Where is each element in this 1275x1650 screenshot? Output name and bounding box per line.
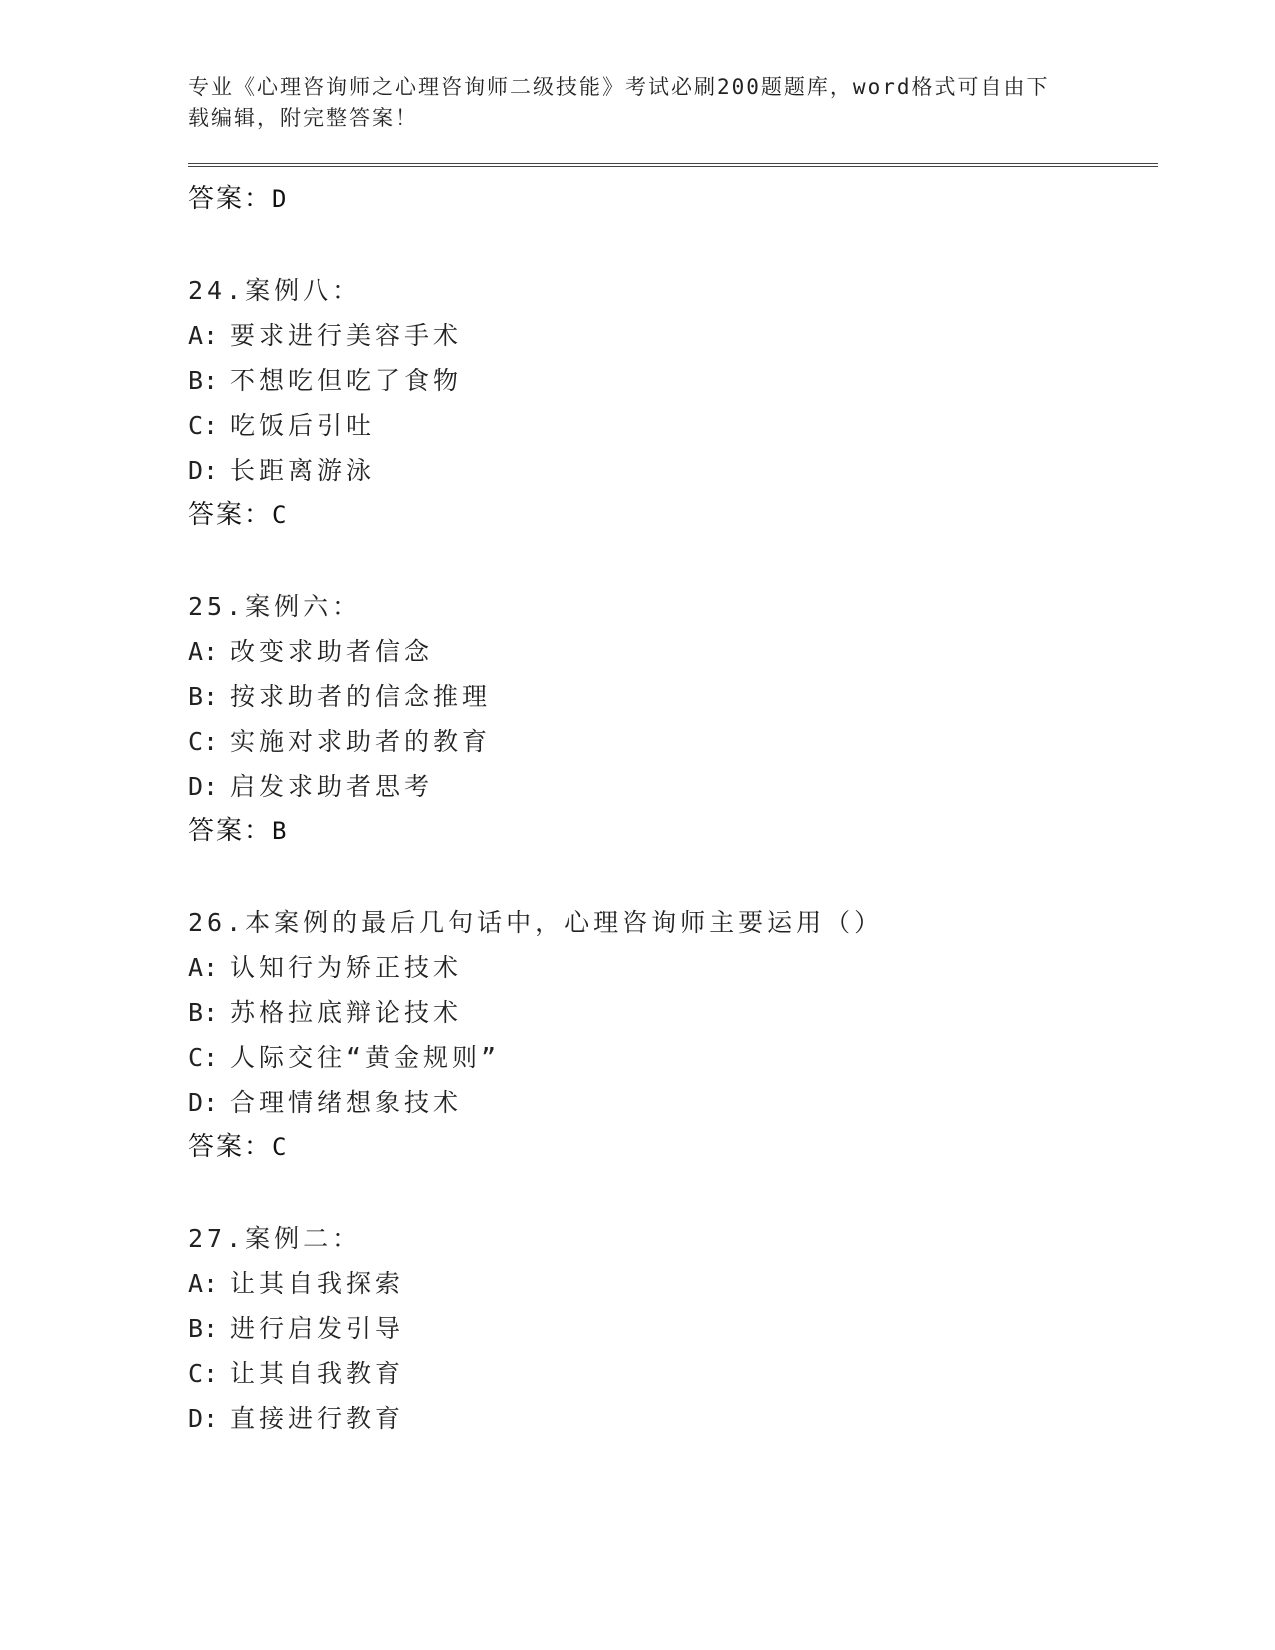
option-text: 人际交往“黄金规则” <box>230 1043 501 1072</box>
option-text: 吃饭后引吐 <box>230 411 376 440</box>
option-b <box>188 358 1158 403</box>
option-key: A: <box>188 953 219 982</box>
question-block <box>188 900 1158 1170</box>
option-key: C: <box>188 411 219 440</box>
option-key: B: <box>188 1314 219 1343</box>
option-text: 直接进行教育 <box>230 1404 405 1433</box>
answer-value: B <box>272 817 287 845</box>
option-key: B: <box>188 366 219 395</box>
option-b <box>188 674 1158 719</box>
option-text: 要求进行美容手术 <box>230 321 463 350</box>
question-block <box>188 268 1158 538</box>
option-key: D: <box>188 456 219 485</box>
answer-value: C <box>272 1133 287 1161</box>
option-key: D: <box>188 1404 219 1433</box>
question-stem: 25.案例六： <box>188 592 362 621</box>
option-text: 合理情绪想象技术 <box>230 1088 463 1117</box>
option-b <box>188 1306 1158 1351</box>
option-key: B: <box>188 682 219 711</box>
option-d <box>188 764 1158 809</box>
option-c <box>188 1351 1158 1396</box>
question-stem: 26.本案例的最后几句话中，心理咨询师主要运用（） <box>188 908 884 937</box>
option-text: 认知行为矫正技术 <box>230 953 463 982</box>
option-d <box>188 1396 1158 1441</box>
option-c <box>188 719 1158 764</box>
option-text: 苏格拉底辩论技术 <box>230 998 463 1027</box>
option-key: D: <box>188 1088 219 1117</box>
option-key: C: <box>188 1043 219 1072</box>
option-text: 长距离游泳 <box>230 456 376 485</box>
option-c <box>188 403 1158 448</box>
option-d <box>188 448 1158 493</box>
option-text: 按求助者的信念推理 <box>230 682 492 711</box>
option-a <box>188 313 1158 358</box>
answer-line <box>188 493 1158 538</box>
option-text: 改变求助者信念 <box>230 637 434 666</box>
question-block <box>188 1216 1158 1441</box>
answer-label: 答案： <box>188 184 273 214</box>
option-text: 让其自我教育 <box>230 1359 405 1388</box>
option-text: 启发求助者思考 <box>230 772 434 801</box>
option-key: A: <box>188 637 219 666</box>
option-text: 让其自我探索 <box>230 1269 405 1298</box>
option-key: A: <box>188 321 219 350</box>
answer-label: 答案： <box>188 500 273 530</box>
option-a <box>188 945 1158 990</box>
option-d <box>188 1080 1158 1125</box>
answer-value: C <box>272 501 287 529</box>
option-a <box>188 629 1158 674</box>
option-text: 进行启发引导 <box>230 1314 405 1343</box>
option-key: C: <box>188 1359 219 1388</box>
answer-value: D <box>272 185 287 213</box>
answer-line <box>188 177 1158 222</box>
question-stem: 27.案例二： <box>188 1224 362 1253</box>
document-header: 专业《心理咨询师之心理咨询师二级技能》考试必刷200题题库，word格式可自由下载编辑，附完整答案！ <box>188 75 1050 130</box>
option-key: D: <box>188 772 219 801</box>
option-key: B: <box>188 998 219 1027</box>
answer-label: 答案： <box>188 816 273 846</box>
question-block <box>188 584 1158 854</box>
option-text: 实施对求助者的教育 <box>230 727 492 756</box>
option-key: A: <box>188 1269 219 1298</box>
question-stem: 24.案例八： <box>188 276 362 305</box>
option-c <box>188 1035 1158 1080</box>
option-key: C: <box>188 727 219 756</box>
document-page <box>188 72 1158 1441</box>
header-divider <box>188 163 1158 167</box>
answer-label: 答案： <box>188 1132 273 1162</box>
option-text: 不想吃但吃了食物 <box>230 366 463 395</box>
answer-line <box>188 809 1158 854</box>
answer-line <box>188 1125 1158 1170</box>
option-b <box>188 990 1158 1035</box>
option-a <box>188 1261 1158 1306</box>
